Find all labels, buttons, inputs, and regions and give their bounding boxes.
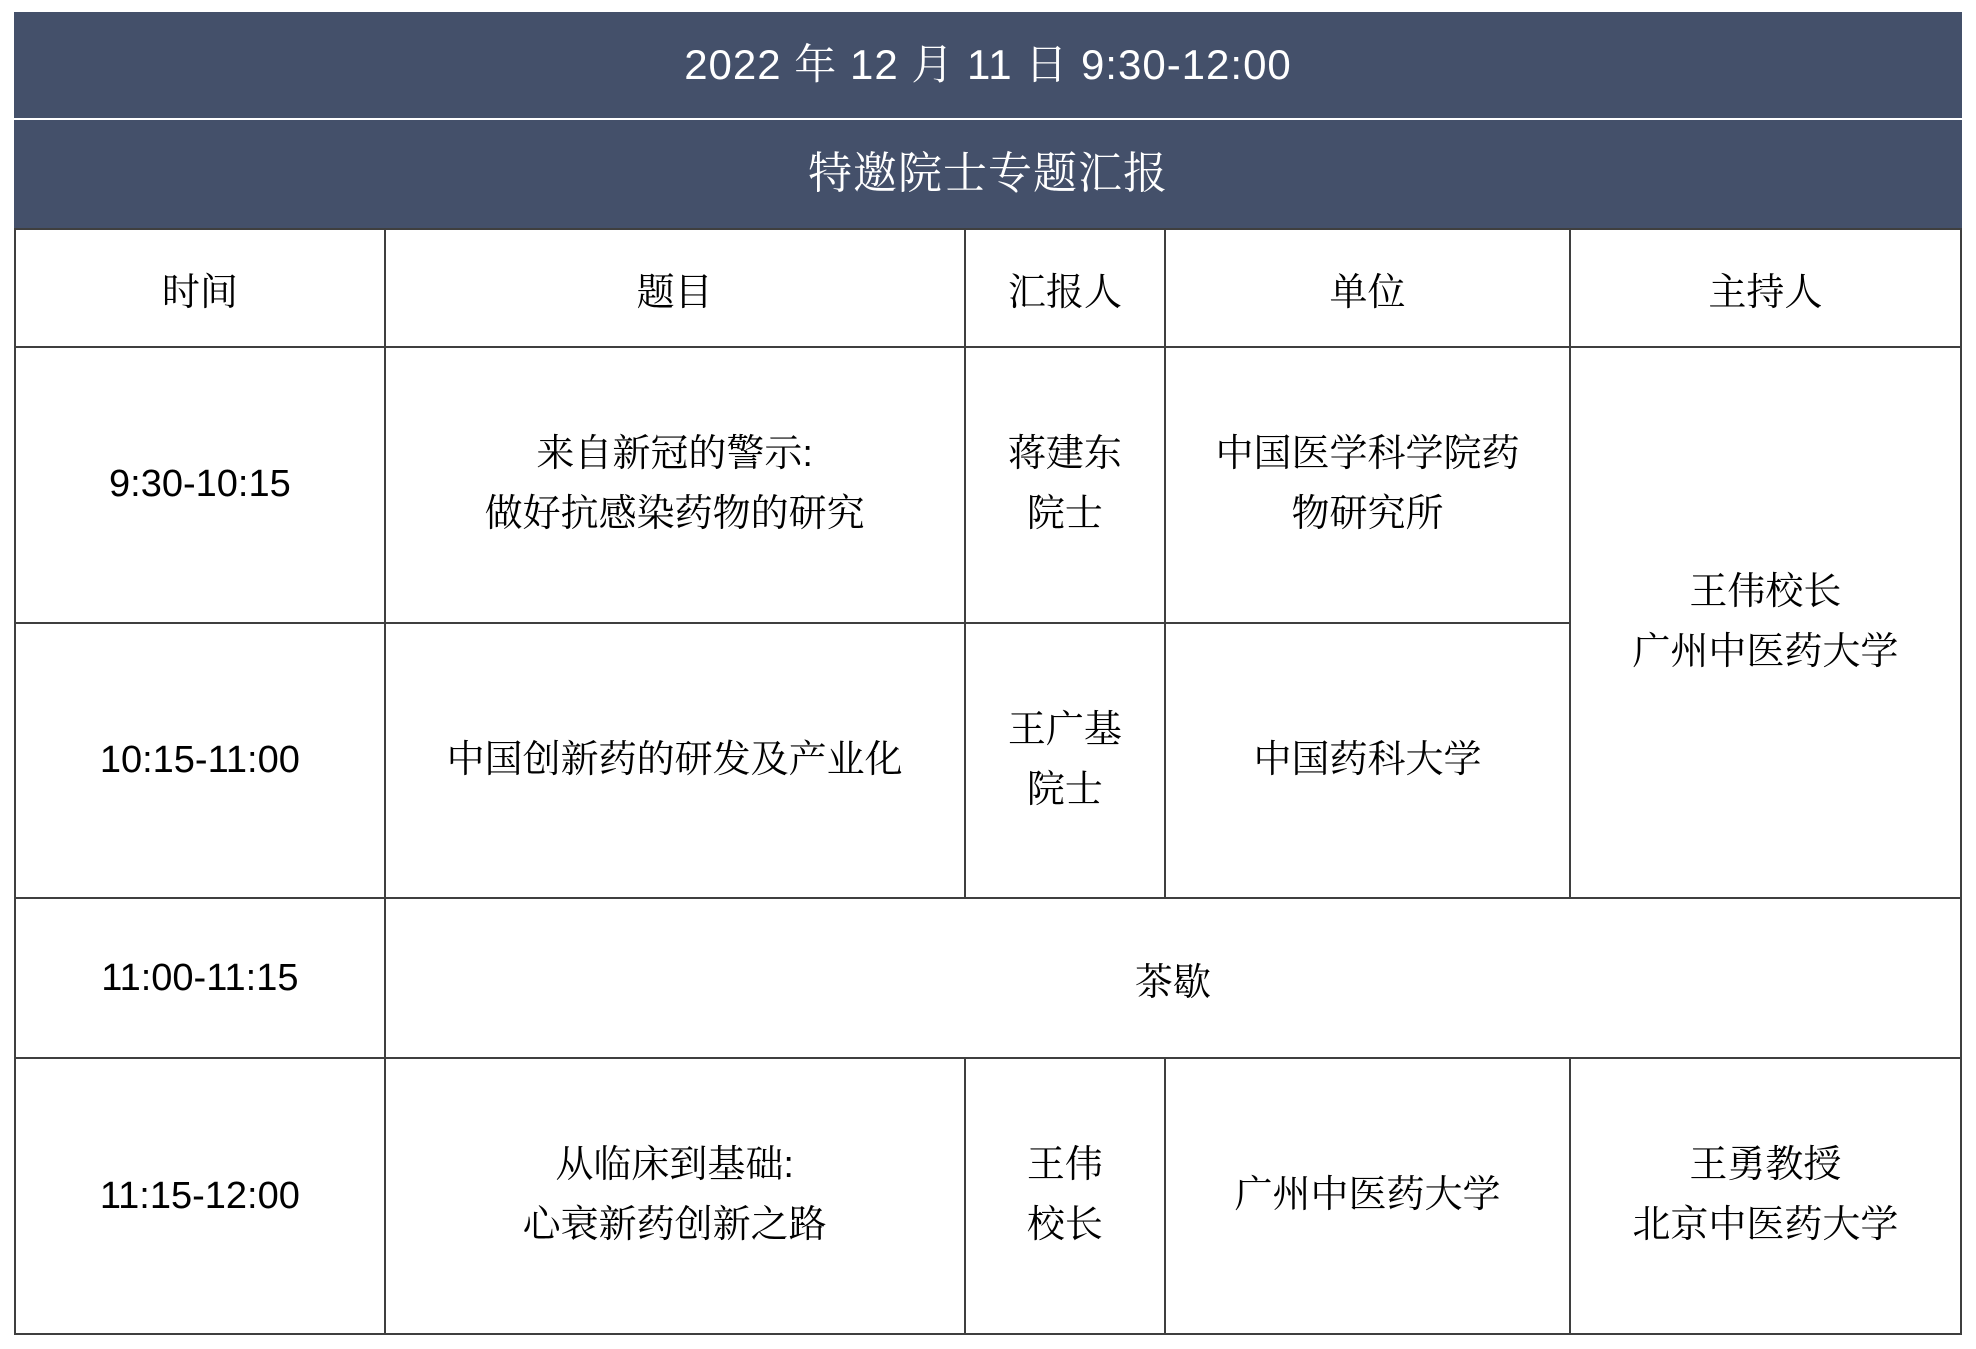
cell-host	[1570, 1058, 1961, 1334]
cell-title	[385, 623, 965, 899]
host-name: 王伟校长	[1689, 570, 1842, 613]
cell-break-label: 茶歇	[385, 898, 1961, 1058]
column-header-speaker: 汇报人	[965, 229, 1165, 347]
host-organization: 广州中医药大学	[1632, 630, 1899, 673]
cell-time: 9:30-10:15	[15, 347, 385, 623]
title-line-1: 从临床到基础:	[555, 1144, 794, 1187]
speaker-title: 校长	[1026, 1204, 1103, 1247]
speaker-title: 院士	[1026, 492, 1103, 535]
table-row-break	[15, 898, 1961, 1058]
cell-speaker	[965, 623, 1165, 899]
speaker-name: 蒋建东	[1007, 432, 1122, 475]
cell-title	[385, 347, 965, 623]
column-header-time: 时间	[15, 229, 385, 347]
cell-time: 10:15-11:00	[15, 623, 385, 899]
title-line-2: 心衰新药创新之路	[522, 1204, 827, 1247]
speaker-name: 王广基	[1007, 708, 1122, 751]
table-row	[15, 347, 1961, 623]
title-line-1: 来自新冠的警示:	[536, 432, 813, 475]
title-line-1: 中国创新药的研发及产业化	[446, 738, 903, 781]
cell-time: 11:15-12:00	[15, 1058, 385, 1334]
title-line-2: 做好抗感染药物的研究	[484, 492, 865, 535]
cell-time: 11:00-11:15	[15, 898, 385, 1058]
table-header-row	[15, 229, 1961, 347]
cell-host	[1570, 347, 1961, 898]
banner-date: 2022 年 12 月 11 日 9:30-12:00	[14, 12, 1962, 120]
banner-session-title: 特邀院士专题汇报	[14, 120, 1962, 228]
cell-organization	[1165, 1058, 1570, 1334]
organization-line-1: 中国医学科学院药	[1215, 432, 1520, 475]
speaker-title: 院士	[1026, 768, 1103, 811]
organization-line-1: 广州中医药大学	[1234, 1174, 1501, 1217]
host-name: 王勇教授	[1689, 1144, 1842, 1187]
table-row	[15, 1058, 1961, 1334]
cell-organization	[1165, 623, 1570, 899]
host-organization: 北京中医药大学	[1632, 1204, 1899, 1247]
speaker-name: 王伟	[1026, 1144, 1103, 1187]
organization-line-1: 中国药科大学	[1253, 738, 1482, 781]
schedule-table	[14, 228, 1962, 1335]
table-body	[15, 347, 1961, 1334]
cell-speaker	[965, 1058, 1165, 1334]
organization-line-2: 物研究所	[1291, 492, 1444, 535]
cell-organization	[1165, 347, 1570, 623]
column-header-title: 题目	[385, 229, 965, 347]
cell-title	[385, 1058, 965, 1334]
cell-speaker	[965, 347, 1165, 623]
column-header-host: 主持人	[1570, 229, 1961, 347]
table-header	[15, 229, 1961, 347]
column-header-organization: 单位	[1165, 229, 1570, 347]
